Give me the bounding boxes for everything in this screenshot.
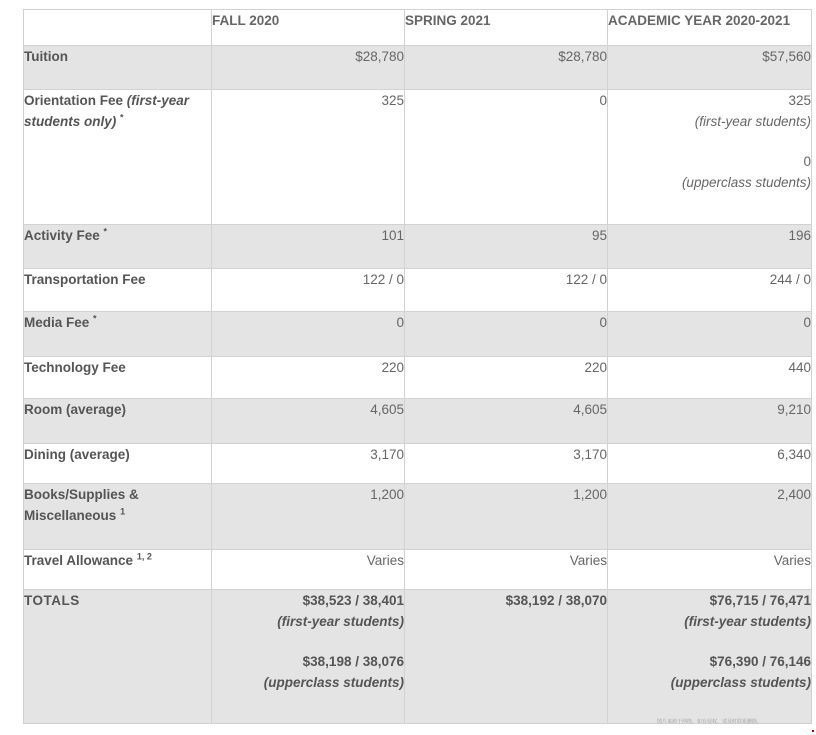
- corner-mark: [812, 730, 814, 732]
- cell-fall: 1,200: [212, 484, 405, 550]
- cell-spring: Varies: [405, 550, 608, 590]
- row-label-text: Transportation Fee: [24, 272, 146, 287]
- header-blank: [24, 10, 212, 46]
- row-label: [24, 357, 212, 399]
- row-label-text: Dining (average): [24, 447, 130, 462]
- cell-fall: 325: [212, 90, 405, 225]
- header-row: [24, 10, 812, 46]
- row-label: [24, 269, 212, 312]
- totals-fall-note-2: (upperclass students): [263, 675, 404, 690]
- watermark-text: 图片来源于网络，如有侵权，请及时联系删除。: [657, 719, 763, 725]
- totals-fall-value: $38,523 / 38,401: [302, 593, 404, 608]
- row-label: [24, 225, 212, 269]
- cell-spring: 0: [405, 312, 608, 357]
- row-activity-fee: [24, 225, 812, 269]
- cost-table: [23, 9, 812, 724]
- row-media-fee: [24, 312, 812, 357]
- row-label-text: Room (average): [24, 402, 127, 417]
- totals-year-note: (first-year students): [684, 614, 811, 629]
- cell-spring: 122 / 0: [405, 269, 608, 312]
- year-value-2: 0: [803, 154, 811, 169]
- totals-fall-value-2: $38,198 / 38,076: [302, 654, 404, 669]
- year-value: 325: [788, 93, 811, 108]
- row-label-note: (first-year students only): [24, 93, 190, 129]
- row-dining: [24, 444, 812, 484]
- cell-spring: $28,780: [405, 46, 608, 90]
- footnote-mark: *: [103, 226, 108, 237]
- totals-fall-note: (first-year students): [277, 614, 404, 629]
- footnote-mark: *: [120, 112, 124, 123]
- cell-year: 6,340: [608, 444, 812, 484]
- cell-fall: 122 / 0: [212, 269, 405, 312]
- cell-fall: Varies: [212, 550, 405, 590]
- cell-fall: 220: [212, 357, 405, 399]
- cell-year: 9,210: [608, 399, 812, 444]
- row-label: [24, 399, 212, 444]
- totals-fall: [212, 590, 405, 724]
- cell-fall: 101: [212, 225, 405, 269]
- row-totals: [24, 590, 812, 724]
- header-fall-2020: FALL 2020: [212, 10, 405, 46]
- row-label: [24, 550, 212, 590]
- year-note-2: (upperclass students): [681, 175, 811, 190]
- cell-year: 196: [608, 225, 812, 269]
- cell-year: 2,400: [608, 484, 812, 550]
- row-label-text: Technology Fee: [24, 360, 126, 375]
- footnote-mark: 1, 2: [136, 551, 152, 562]
- row-label: [24, 46, 212, 90]
- cell-year: 440: [608, 357, 812, 399]
- row-label-text: Travel Allowance: [24, 553, 134, 568]
- totals-year-value-2: $76,390 / 76,146: [709, 654, 811, 669]
- cell-spring: 0: [405, 90, 608, 225]
- row-travel-allowance: [24, 550, 812, 590]
- row-label-text: Activity Fee: [24, 228, 100, 243]
- cell-fall: 3,170: [212, 444, 405, 484]
- row-orientation-fee: [24, 90, 812, 225]
- cell-year: 0: [608, 312, 812, 357]
- row-tuition: [24, 46, 812, 90]
- cell-spring: 3,170: [405, 444, 608, 484]
- cell-year: $57,560: [608, 46, 812, 90]
- cell-fall: $28,780: [212, 46, 405, 90]
- totals-year-value: $76,715 / 76,471: [709, 593, 811, 608]
- cell-spring: 1,200: [405, 484, 608, 550]
- header-spring-2021: SPRING 2021: [405, 10, 608, 46]
- cell-spring: 4,605: [405, 399, 608, 444]
- row-label-text: Books/Supplies & Miscellaneous: [24, 487, 139, 523]
- row-transportation-fee: [24, 269, 812, 312]
- row-books-supplies: [24, 484, 812, 550]
- row-label: [24, 312, 212, 357]
- cell-fall: 0: [212, 312, 405, 357]
- row-room: [24, 399, 812, 444]
- row-technology-fee: [24, 357, 812, 399]
- year-note: (first-year students): [694, 114, 811, 129]
- header-academic-year: ACADEMIC YEAR 2020-2021: [608, 10, 812, 46]
- totals-label: TOTALS: [24, 590, 212, 724]
- row-label-text: Tuition: [24, 49, 68, 64]
- cell-spring: 220: [405, 357, 608, 399]
- cell-year: 244 / 0: [608, 269, 812, 312]
- footnote-mark: 1: [120, 506, 126, 517]
- row-label-text: Orientation Fee: [24, 93, 124, 108]
- row-label: [24, 484, 212, 550]
- footnote-mark: *: [93, 313, 97, 324]
- totals-year: [608, 590, 812, 724]
- totals-spring-value: $38,192 / 38,070: [505, 593, 607, 608]
- totals-year-note-2: (upperclass students): [670, 675, 811, 690]
- row-label: [24, 90, 212, 225]
- row-label-text: Media Fee: [24, 315, 90, 330]
- totals-spring: [405, 590, 608, 724]
- cell-fall: 4,605: [212, 399, 405, 444]
- cell-year: Varies: [608, 550, 812, 590]
- cell-spring: 95: [405, 225, 608, 269]
- cell-year: [608, 90, 812, 225]
- row-label: [24, 444, 212, 484]
